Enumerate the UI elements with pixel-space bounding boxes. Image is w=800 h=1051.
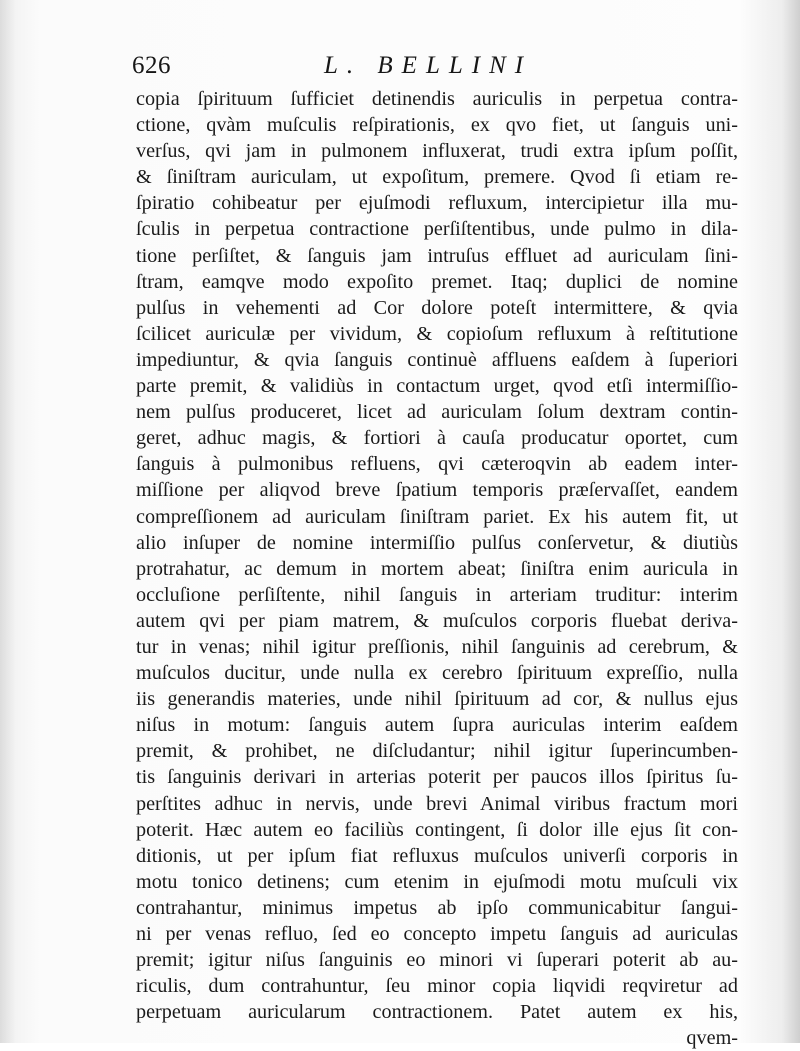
text-line: ſcilicet auriculæ per vividum, & copioſum refluxum à reſtitutione: [136, 322, 738, 345]
text-line: contrahantur, minimus impetus ab ipſo communicabitur ſangui-: [136, 896, 738, 919]
page-number: 626: [132, 52, 171, 79]
text-line: copia ſpirituum ſufficiet detinendis auriculis in perpetua contra-: [136, 88, 738, 110]
page-edge-shadow: [740, 0, 800, 1043]
text-line: autem qvi per piam matrem, & muſculos corporis fluebat deriva-: [136, 609, 738, 632]
text-line: pulſus in vehementi ad Cor dolore poteſt intermittere, & qvia: [136, 296, 738, 319]
text-line: ſculis in perpetua contractione perſiſtentibus, unde pulmo in dila-: [136, 218, 738, 241]
text-line: miſſione per aliqvod breve ſpatium temporis præſervaſſet, eandem: [136, 479, 738, 502]
text-line: niſus in motum: ſanguis autem ſupra auriculas interim eaſdem: [136, 714, 738, 737]
catchword: qvem-: [686, 1027, 738, 1050]
page-header: [132, 52, 742, 88]
text-line: perpetuam auricularum contractionem. Patet autem ex his,: [136, 1001, 738, 1024]
text-line: protrahatur, ac demum in mortem abeat; ſiniſtra enim auricula in: [136, 557, 738, 580]
text-line: tione perſiſtet, & ſanguis jam intruſus effluet ad auriculam ſini-: [136, 244, 738, 267]
text-line: nem pulſus produceret, licet ad auriculam ſolum dextram contin-: [136, 401, 738, 424]
text-line: & ſiniſtram auriculam, ut expoſitum, premere. Qvod ſi etiam re-: [136, 166, 738, 189]
text-line: muſculos ducitur, unde nulla ex cerebro ſpirituum expreſſio, nulla: [136, 662, 738, 685]
running-head: L. BELLINI: [324, 52, 533, 79]
text-line: premit, & prohibet, ne diſcludantur; nihil igitur ſuperincumben-: [136, 740, 738, 763]
text-line: alio inſuper de nomine intermiſſio pulſus conſervetur, & diutiùs: [136, 531, 738, 554]
text-line: geret, adhuc magis, & fortiori à cauſa producatur oportet, cum: [136, 427, 738, 450]
text-line: premit; igitur niſus ſanguinis eo minori vi ſuperari poterit ab au-: [136, 949, 738, 972]
body-text: [136, 86, 738, 1051]
text-line: motu tonico detinens; cum etenim in ejuſmodi motu muſculi vix: [136, 870, 738, 893]
text-line: ditionis, ut per ipſum fiat refluxus muſculos univerſi corporis in: [136, 844, 738, 867]
text-line: compreſſionem ad auriculam ſiniſtram pariet. Ex his autem fit, ut: [136, 505, 738, 528]
text-line: ſtram, eamqve modo expoſito premet. Itaq; duplici de nomine: [136, 270, 738, 293]
text-line: ſpiratio cohibeatur per ejuſmodi refluxum, intercipietur illa mu-: [136, 192, 738, 215]
text-line: riculis, dum contrahuntur, ſeu minor copia liqvidi reqviretur ad: [136, 975, 738, 998]
text-line: occluſione perſiſtente, nihil ſanguis in arteriam truditur: interim: [136, 583, 738, 606]
text-line: parte premit, & validiùs in contactum urget, qvod etſi intermiſſio-: [136, 375, 738, 398]
text-line: impediuntur, & qvia ſanguis continuè affluens eaſdem à ſuperiori: [136, 348, 738, 371]
text-line: ni per venas refluo, ſed eo concepto impetu ſanguis ad auriculas: [136, 923, 738, 945]
text-line: ſanguis à pulmonibus refluens, qvi cæteroqvin ab eadem inter-: [136, 453, 738, 476]
text-line: verſus, qvi jam in pulmonem influxerat, trudi extra ipſum poſſit,: [136, 140, 738, 163]
text-line: poterit. Hæc autem eo faciliùs contingent, ſi dolor ille ejus ſit con-: [136, 818, 738, 841]
text-line: tis ſanguinis derivari in arterias poterit per paucos illos ſpiritus ſu-: [136, 766, 738, 789]
text-line: perſtites adhuc in nervis, unde brevi Animal viribus fractum mori: [136, 792, 738, 815]
text-line: tur in venas; nihil igitur preſſionis, nihil ſanguinis ad cerebrum, &: [136, 635, 738, 658]
text-line: iis generandis materies, unde nihil ſpirituum ad cor, & nullus ejus: [136, 688, 738, 711]
text-line: ctione, qvàm muſculis reſpirationis, ex qvo fiet, ut ſanguis uni-: [136, 114, 738, 137]
